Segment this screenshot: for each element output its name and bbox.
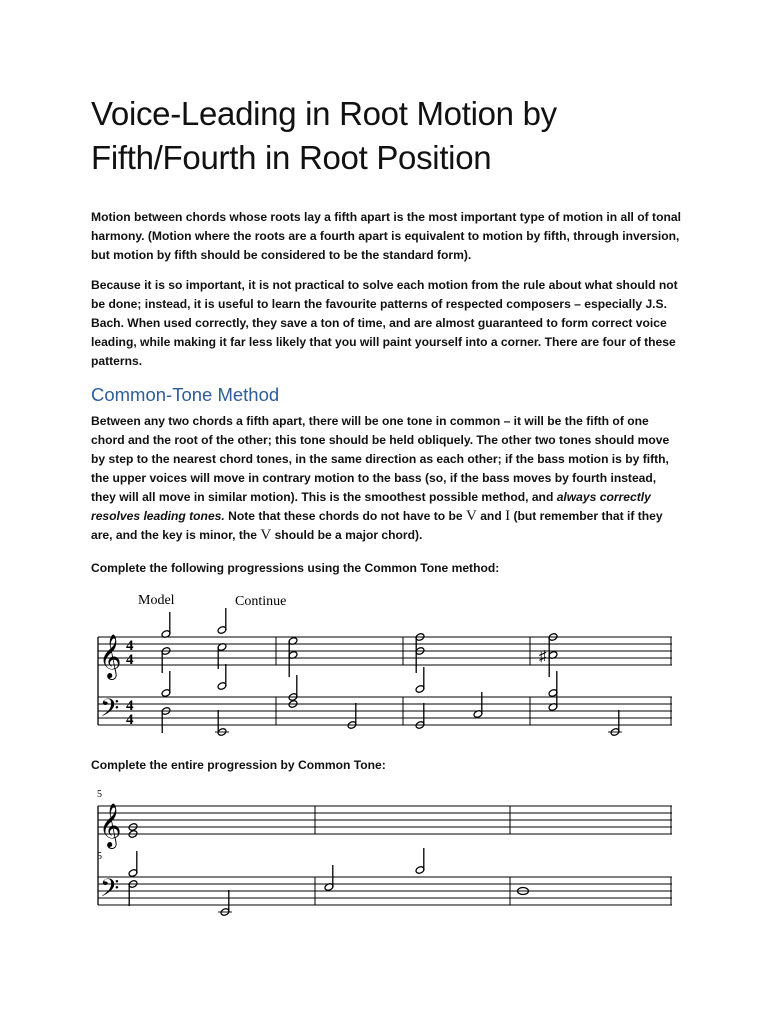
common-tone-text-4: (but remember that if they are, and the key is minor, the	[91, 509, 663, 542]
bass-staff	[98, 697, 672, 725]
prompt-progressions: Complete the following progressions using the Common Tone method:	[91, 561, 500, 575]
label-continue: Continue	[235, 594, 287, 609]
measure-number-bass: 5	[97, 851, 102, 862]
bass-time-bottom: 4	[126, 712, 134, 728]
barlines	[98, 637, 671, 725]
sharp-accidental: ♯	[539, 649, 547, 665]
measure-number-treble: 5	[97, 789, 102, 800]
music-score-exercise-1	[90, 585, 680, 755]
prompt-entire-progression: Complete the entire progression by Common Tone:	[91, 758, 386, 772]
treble-clef-icon: 𝄞	[99, 636, 122, 678]
bass-clef-icon: 𝄢	[100, 695, 120, 728]
treble-time-bottom: 4	[126, 652, 134, 668]
common-tone-text-5: should be a major chord).	[271, 528, 423, 542]
treble-clef-icon: 𝄞	[99, 805, 122, 847]
roman-numeral-i: I	[505, 508, 511, 524]
treble-staff-2	[98, 806, 672, 834]
paragraph-common-tone	[91, 412, 681, 545]
section-heading: Common-Tone Method	[91, 384, 280, 405]
half-notes	[161, 608, 622, 736]
half-notes-2	[128, 823, 529, 917]
treble-staff	[98, 637, 672, 665]
common-tone-text-1: Between any two chords a fifth apart, there will be one tone in common – it will be the fifth of one chord and the root of the other; this tone should be held obliquely. The other two tones should move by step to the nearest chord tones, in the same direction as each other; if the bass motion is by fifth, the upper voices will move in contrary motion to the bass (so, if the bass moves by fourth instead, they will all move in similar motion). This is the smoothest possible method, and	[91, 414, 670, 504]
page-title: Voice-Leading in Root Motion by Fifth/Fourth in Root Position	[91, 95, 557, 176]
paragraph-intro: Motion between chords whose roots lay a fifth apart is the most important type of motion in all of tonal harmony. (Motion where the roots are a fourth apart is equivalent to motion by fifth, through inversion, but motion by fifth should be considered to be the standard form).	[91, 210, 681, 262]
common-tone-text-3: and	[476, 509, 506, 523]
bass-time-top: 4	[126, 698, 134, 714]
bass-staff-2	[98, 877, 672, 905]
roman-numeral-v-2: V	[260, 527, 272, 543]
bass-clef-icon: 𝄢	[100, 875, 120, 908]
music-score-exercise-2	[90, 782, 680, 917]
label-model: Model	[138, 593, 175, 608]
common-tone-text-2: Note that these chords do not have to be	[224, 509, 466, 523]
paragraph-importance: Because it is so important, it is not practical to solve each motion from the rule about what should not be done; instead, it is useful to learn the favourite patterns of respected composers – especially J.S. Bach. When used correctly, they save a ton of time, and are almost guaranteed to form correct voice leading, while making it far less likely that you will paint yourself into a corner. There are four of these patterns.	[91, 278, 678, 368]
common-tone-emphasis: always correctly resolves leading tones.	[91, 490, 651, 523]
treble-time-top: 4	[126, 638, 134, 654]
barlines-2	[98, 806, 671, 905]
roman-numeral-v: V	[466, 508, 477, 524]
time-signatures	[126, 638, 134, 728]
